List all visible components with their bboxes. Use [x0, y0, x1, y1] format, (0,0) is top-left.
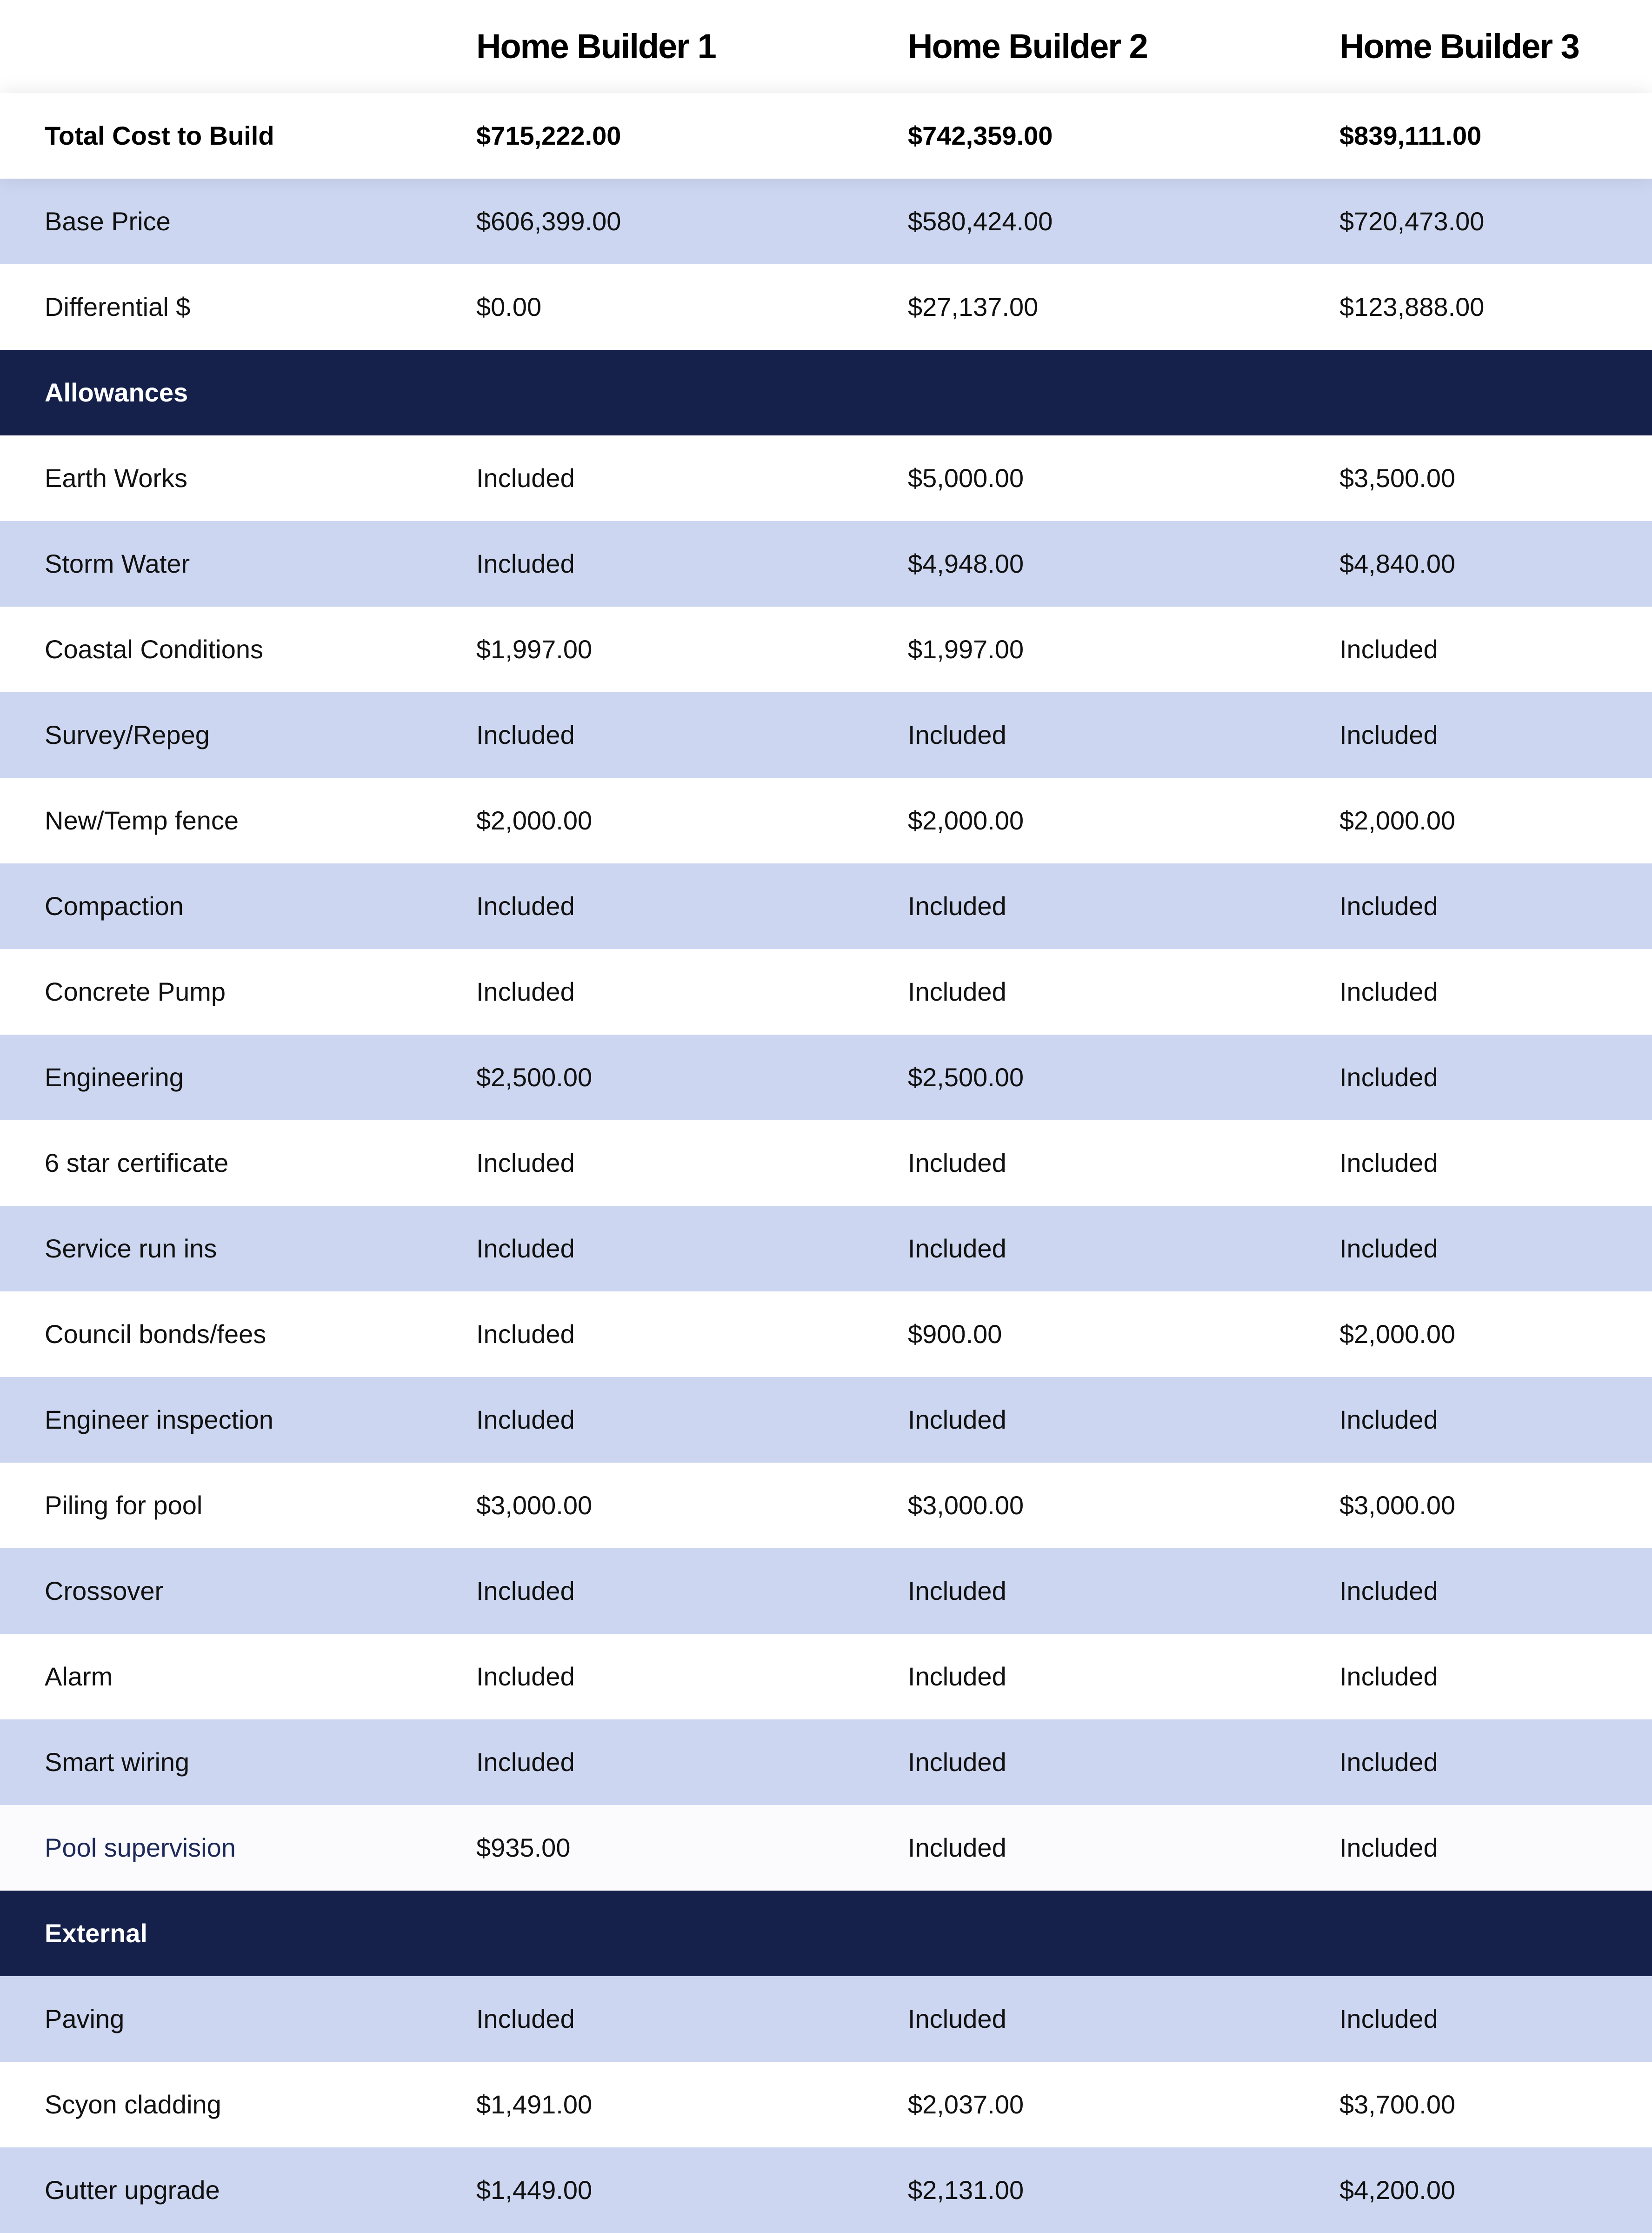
row-value-builder-2: Included: [908, 1405, 1006, 1434]
row-value-builder-1: $1,491.00: [476, 2090, 593, 2119]
row-value-builder-1: $1,997.00: [476, 635, 593, 664]
row-value-builder-2: Included: [908, 1576, 1006, 1605]
row-label: Piling for pool: [45, 1491, 203, 1520]
row-label: Earth Works: [45, 463, 188, 493]
row-value-builder-2: $2,500.00: [908, 1063, 1024, 1092]
row-value-builder-2: $2,000.00: [908, 806, 1024, 835]
table-row-compaction: [0, 863, 1652, 949]
row-label: Concrete Pump: [45, 977, 226, 1006]
row-label: New/Temp fence: [45, 806, 239, 835]
row-label: Service run ins: [45, 1234, 217, 1263]
table-row-differential: [0, 264, 1652, 350]
total-cost-builder-3: $839,111.00: [1339, 121, 1482, 150]
row-value-builder-3: Included: [1339, 1063, 1438, 1092]
row-value-builder-2: Included: [908, 1662, 1006, 1691]
row-value-builder-3: Included: [1339, 720, 1438, 749]
total-cost-row: [0, 93, 1652, 179]
row-value-builder-1: Included: [476, 1405, 575, 1434]
row-label: Council bonds/fees: [45, 1319, 266, 1349]
row-value-builder-1: $606,399.00: [476, 207, 621, 236]
row-label: Crossover: [45, 1576, 164, 1605]
row-value-builder-3: Included: [1339, 891, 1438, 921]
row-label: Differential $: [45, 292, 191, 321]
row-value-builder-2: Included: [908, 891, 1006, 921]
row-value-builder-3: $2,000.00: [1339, 1319, 1456, 1349]
row-value-builder-2: $580,424.00: [908, 207, 1053, 236]
row-value-builder-2: $4,948.00: [908, 549, 1024, 578]
table-row-crossover: [0, 1548, 1652, 1634]
row-value-builder-2: Included: [908, 977, 1006, 1006]
table-header-row: [0, 0, 1652, 93]
row-value-builder-1: $2,000.00: [476, 806, 593, 835]
table-row-coastal-conditions: [0, 607, 1652, 692]
row-value-builder-3: $4,840.00: [1339, 549, 1456, 578]
row-value-builder-1: $935.00: [476, 1833, 571, 1862]
row-value-builder-1: Included: [476, 1319, 575, 1349]
row-label: Pool supervision: [45, 1833, 236, 1862]
row-value-builder-3: Included: [1339, 2004, 1438, 2033]
row-value-builder-2: Included: [908, 1148, 1006, 1177]
table-row-storm-water: [0, 521, 1652, 607]
row-value-builder-1: $1,449.00: [476, 2175, 593, 2205]
table-row-engineering: [0, 1035, 1652, 1120]
section-title: Allowances: [45, 378, 188, 407]
row-value-builder-2: Included: [908, 720, 1006, 749]
row-value-builder-3: Included: [1339, 1747, 1438, 1777]
row-label: 6 star certificate: [45, 1148, 229, 1177]
row-label: Gutter upgrade: [45, 2175, 220, 2205]
table-row-6-star-certificate: [0, 1120, 1652, 1206]
row-value-builder-1: Included: [476, 1662, 575, 1691]
row-label: Survey/Repeg: [45, 720, 210, 749]
row-value-builder-2: Included: [908, 1234, 1006, 1263]
row-value-builder-2: Included: [908, 2004, 1006, 2033]
row-value-builder-1: $0.00: [476, 292, 542, 321]
row-label: Paving: [45, 2004, 125, 2033]
row-value-builder-3: $4,200.00: [1339, 2175, 1456, 2205]
table-row-smart-wiring: [0, 1719, 1652, 1805]
table-row-alarm: [0, 1634, 1652, 1719]
row-value-builder-3: $3,000.00: [1339, 1491, 1456, 1520]
row-value-builder-2: $900.00: [908, 1319, 1002, 1349]
row-value-builder-3: Included: [1339, 1662, 1438, 1691]
row-label: Alarm: [45, 1662, 113, 1691]
row-value-builder-1: Included: [476, 1576, 575, 1605]
row-value-builder-3: Included: [1339, 1833, 1438, 1862]
row-value-builder-1: Included: [476, 463, 575, 493]
row-value-builder-1: $3,000.00: [476, 1491, 593, 1520]
table-row-paving: [0, 1976, 1652, 2062]
row-value-builder-1: Included: [476, 1234, 575, 1263]
row-value-builder-3: $2,000.00: [1339, 806, 1456, 835]
row-value-builder-2: $5,000.00: [908, 463, 1024, 493]
table-row-engineer-inspection: [0, 1377, 1652, 1463]
row-value-builder-3: $3,700.00: [1339, 2090, 1456, 2119]
row-label: Scyon cladding: [45, 2090, 221, 2119]
row-value-builder-1: Included: [476, 977, 575, 1006]
row-value-builder-2: Included: [908, 1747, 1006, 1777]
row-value-builder-2: Included: [908, 1833, 1006, 1862]
row-value-builder-3: $3,500.00: [1339, 463, 1456, 493]
row-value-builder-3: Included: [1339, 1576, 1438, 1605]
table-row-service-run-ins: [0, 1206, 1652, 1291]
row-label: Compaction: [45, 891, 184, 921]
row-value-builder-3: $720,473.00: [1339, 207, 1485, 236]
table-row-new-temp-fence: [0, 778, 1652, 863]
row-label: Engineer inspection: [45, 1405, 273, 1434]
row-value-builder-2: $2,131.00: [908, 2175, 1024, 2205]
row-label: Coastal Conditions: [45, 635, 264, 664]
row-value-builder-3: Included: [1339, 977, 1438, 1006]
table-row-piling-for-pool: [0, 1463, 1652, 1548]
table-row-concrete-pump: [0, 949, 1652, 1035]
row-value-builder-1: Included: [476, 2004, 575, 2033]
row-value-builder-2: $2,037.00: [908, 2090, 1024, 2119]
row-value-builder-3: Included: [1339, 1405, 1438, 1434]
header-home-builder-2: Home Builder 2: [908, 27, 1147, 66]
row-value-builder-3: Included: [1339, 1234, 1438, 1263]
total-cost-builder-2: $742,359.00: [908, 121, 1053, 150]
section-header-allowances: [0, 350, 1652, 435]
row-value-builder-3: $123,888.00: [1339, 292, 1485, 321]
section-header-external: [0, 1891, 1652, 1976]
total-cost-label: Total Cost to Build: [45, 121, 274, 150]
row-value-builder-2: $27,137.00: [908, 292, 1039, 321]
row-label: Smart wiring: [45, 1747, 190, 1777]
row-value-builder-2: $3,000.00: [908, 1491, 1024, 1520]
row-label: Engineering: [45, 1063, 184, 1092]
row-value-builder-1: $2,500.00: [476, 1063, 593, 1092]
total-cost-builder-1: $715,222.00: [476, 121, 621, 150]
row-value-builder-3: Included: [1339, 635, 1438, 664]
row-value-builder-1: Included: [476, 1148, 575, 1177]
header-home-builder-1: Home Builder 1: [476, 27, 716, 66]
row-value-builder-3: Included: [1339, 1148, 1438, 1177]
table-row-earth-works: [0, 435, 1652, 521]
table-row-gutter-upgrade: [0, 2147, 1652, 2233]
table-row-pool-supervision: [0, 1805, 1652, 1891]
table-row-base-price: [0, 179, 1652, 264]
row-value-builder-1: Included: [476, 720, 575, 749]
table-row-scyon-cladding: [0, 2062, 1652, 2147]
row-value-builder-1: Included: [476, 1747, 575, 1777]
section-title: External: [45, 1919, 147, 1948]
row-label: Base Price: [45, 207, 171, 236]
row-value-builder-2: $1,997.00: [908, 635, 1024, 664]
row-value-builder-1: Included: [476, 549, 575, 578]
row-value-builder-1: Included: [476, 891, 575, 921]
table-row-council-bonds-fees: [0, 1291, 1652, 1377]
row-label: Storm Water: [45, 549, 190, 578]
table-row-survey-repeg: [0, 692, 1652, 778]
header-home-builder-3: Home Builder 3: [1339, 27, 1579, 66]
